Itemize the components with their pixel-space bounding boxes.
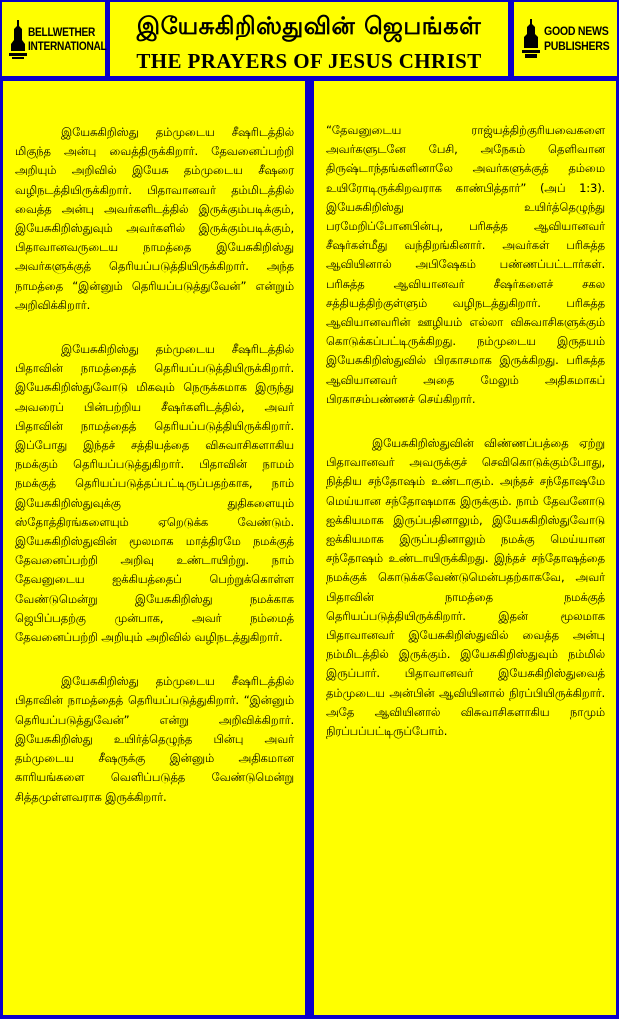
paragraph: இயேசுகிறிஸ்து தம்முடைய சீஷரிடத்தில் பிதாவின் நாமத்தைத் தெரியப்படுத்தியிருக்கிறார். இயேசுகிறிஸ்துவோடு மிகவும் நெருக்கமாக இருந்து அவரைப் பின்பற்றிய சீஷர்களிடத்தில், அவர் பிதாவின் நாமத்தைத் தெரியப்படுத்தியிருக்கிறார். இப்போது இந்தச் சத்தியத்தை விசுவாசிகளாகிய நமக்கும் தெரியப்படுத்துகிறார். பிதாவின் நாமம் நமக்குத் தெரியப்படுத்தப்பட்டிருப்பதற்காக, நாம் இயேசுகிறிஸ்துவுக்கு துதிகளையும் ஸ்தோத்திரங்களையும் ஏறெடுக்க வேண்டும். இயேசுகிறிஸ்துவின் மூலமாக மாத்திரமே நமக்குத் தேவனைப்பற்றி அறிவு உண்டாயிற்று. நாம் தேவனுடைய ஐக்கியத்தைப் பெற்றுக்கொள்ள வேண்டுமென்று இயேசுகிறிஸ்து நமக்காக ஜெபிப்பதற்கு முன்பாக, அவர் நம்மைத் தேவனைப்பற்றி அறியும் அறிவில் வழிநடத்துகிறார். — [15, 342, 294, 645]
paragraph: இயேசுகிறிஸ்து தம்முடைய சீஷரிடத்தில் மிகுந்த அன்பு வைத்திருக்கிறார். தேவனைப்பற்றி அறியும் அறிவில் இயேசு தம்முடைய சீஷரை வழிநடத்தியிருக்கிறார். பிதாவானவர் தம்மிடத்தில் வைத்த அன்பு அவர்களிடத்தில் இருக்கும்படிக்கும், இயேசுகிறிஸ்துவும் அவர்களில் இருக்கும்படிக்கும், பிதாவானவருடைய நாமத்தை இயேசுகிறிஸ்து அவர்களுக்குத் தெரியப்படுத்தியிருக்கிறார். அந்த நாமத்தை “இன்னும் தெரியப்படுத்துவேன்” என்றும் அறிவிக்கிறார். — [15, 125, 294, 312]
logo-line-1: GOOD NEWS — [544, 24, 609, 38]
paragraph: இயேசுகிறிஸ்துவின் விண்ணப்பத்தை ஏற்று பிதாவானவர் அவருக்குச் செவிகொடுக்கும்போது, நித்திய சந்தோஷம் உண்டாகும். அந்தச் சந்தோஷமே மெய்யான சந்தோஷமாக இருக்கும். நாம் தேவனோடு ஐக்கியமாக இருப்பதினாலும், இயேசுகிறிஸ்துவோடு ஐக்கியமாக இருப்பதினாலும் நமக்கு மெய்யான சந்தோஷம் உண்டாயிருக்கிறது. இந்தச் சந்தோஷத்தை நமக்குக் கொடுக்கவேண்டுமென்பதற்காகவே, அவர் பிதாவின் நாமத்தை நமக்குத் தெரியப்படுத்தியிருக்கிறார். இதன் மூலமாக பிதாவானவர் இயேசுகிறிஸ்துவில் வைத்த அன்பு நம்மிடத்தில் இருக்கும். இயேசுகிறிஸ்துவும் நம்மில் இருப்பார். பிதாவானவர் இயேசுகிறிஸ்துவைத் தம்முடைய அன்பின் ஆவியினால் நிரப்பியிருக்கிறார். அதே ஆவியினால் விசுவாசிகளாகிய நாமும் நிரப்பப்பட்டிருப்போம். — [326, 436, 605, 739]
bellwether-logo-text — [28, 26, 106, 54]
page-title-tamil: இயேசுகிறிஸ்துவின் ஜெபங்கள் — [136, 11, 482, 40]
good-news-publishers-logo-icon — [520, 18, 542, 60]
publisher-logo-panel-right — [514, 2, 617, 76]
page-title-english: THE PRAYERS OF JESUS CHRIST — [136, 49, 482, 73]
title-panel — [110, 2, 508, 76]
paragraph: “தேவனுடைய ராஜ்யத்திற்குரியவைகளை அவர்களுடனே பேசி, அநேகம் தெளிவான திருஷ்டாந்தங்களினாலே அவர்களுக்குத் தம்மை உயிரோடிருக்கிறவராக காண்பித்தார்” (அப் 1:3). இயேசுகிறிஸ்து உயிர்த்தெழுந்து பரமேறிப்போனபின்பு, பரிசுத்த ஆவியானவர் சீஷர்கள்மீது வந்திறங்கினார். அவர்கள் பரிசுத்த ஆவியினால் அபிஷேகம் பண்ணப்பட்டார்கள். பரிசுத்த ஆவியானவர் சீஷர்களைச் சகல சத்தியத்திற்குள்ளும் வழிநடத்துகிறார். பரிசுத்த ஆவியானவரின் ஊழியம் எல்லா விசுவாசிகளுக்கும் கொடுக்கப்பட்டிருக்கிறது. நம்முடைய இருதயம் இயேசுகிறிஸ்துவில் பிரகாசமாக இருக்கிறது. பரிசுத்த ஆவியானவர் அதை மேலும் அதிகமாகப் பிரகாசம்பண்ணச் செய்கிறார். — [326, 123, 605, 406]
logo-line-2: INTERNATIONAL — [28, 41, 107, 53]
left-text-column — [3, 81, 305, 1015]
right-text-column — [314, 81, 616, 1015]
paragraph: இயேசுகிறிஸ்து தம்முடைய சீஷரிடத்தில் பிதாவின் நாமத்தைத் தெரியப்படுத்துகிறார். “இன்னும் தெரியப்படுத்துவேன்” என்று அறிவிக்கிறார். இயேசுகிறிஸ்து உயிர்த்தெழுந்த பின்பு அவர் தம்முடைய சீஷருக்கு இன்னும் அதிகமான காரியங்களை வெளிப்படுத்த வேண்டுமென்று சித்தமுள்ளவராக இருக்கிறார். — [15, 674, 294, 804]
logo-line-1: BELLWETHER — [28, 27, 96, 39]
logo-line-2: PUBLISHERS — [544, 39, 610, 53]
good-news-publishers-logo — [520, 16, 612, 62]
bellwether-logo — [8, 16, 107, 62]
good-news-logo-text — [544, 24, 609, 54]
bellwether-logo-icon — [8, 18, 28, 60]
publisher-logo-panel-left — [2, 2, 105, 76]
